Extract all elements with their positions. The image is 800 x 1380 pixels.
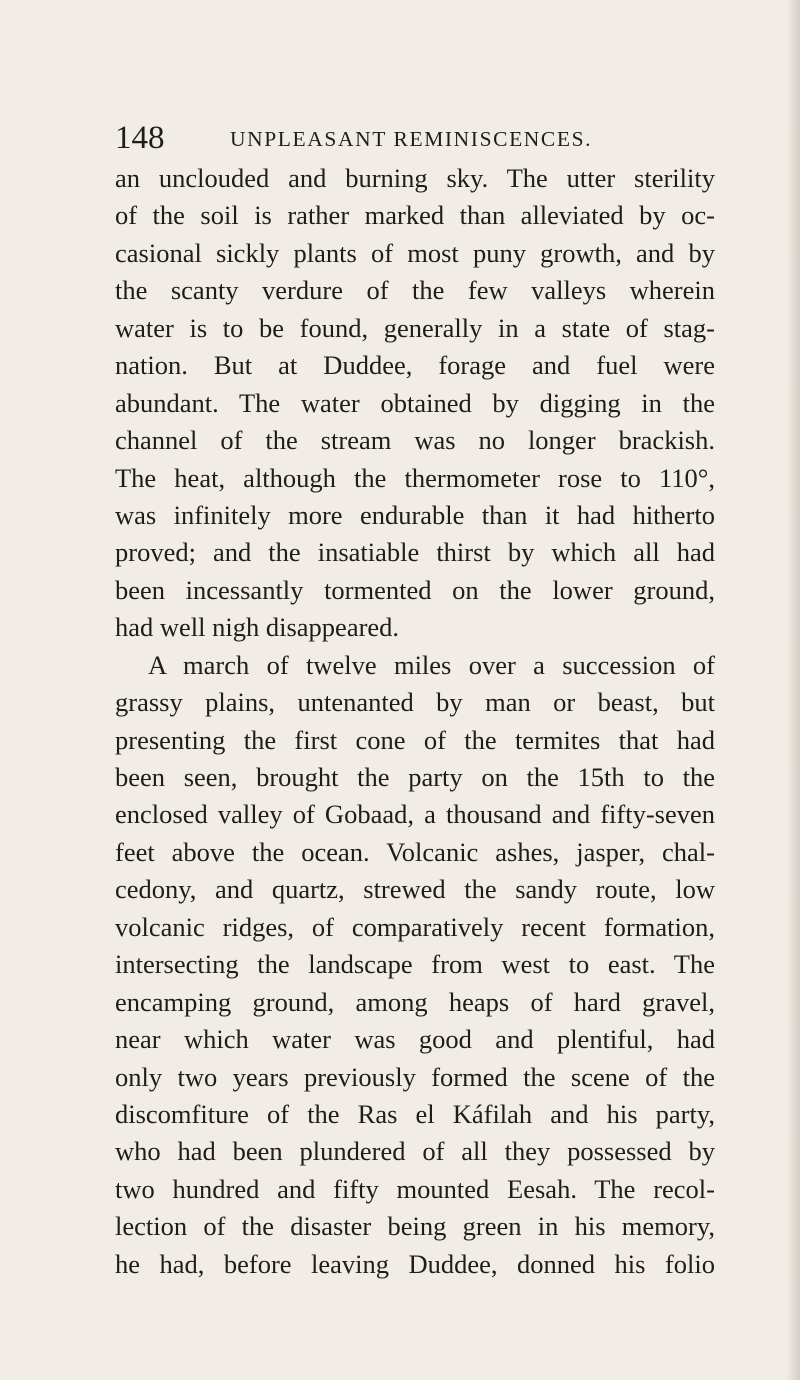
text-line: intersecting the landscape from west to east. The	[115, 949, 715, 980]
text-line: channel of the stream was no longer brackish.	[115, 425, 715, 456]
text-line: only two years previously formed the scene of the	[115, 1061, 715, 1092]
text-line: two hundred and fifty mounted Eesah. The recol-	[115, 1173, 715, 1204]
text-line: nation. But at Duddee, forage and fuel were	[115, 350, 715, 381]
text-line: encamping ground, among heaps of hard gravel,	[115, 986, 715, 1017]
text-line: casional sickly plants of most puny growth, and by	[115, 237, 715, 268]
page-header	[115, 118, 715, 158]
text-line: been seen, brought the party on the 15th to the	[115, 762, 715, 792]
text-line: proved; and the insatiable thirst by which all had	[115, 537, 715, 568]
text-line: near which water was good and plentiful, had	[115, 1024, 715, 1055]
text-line: cedony, and quartz, strewed the sandy route, low	[115, 874, 715, 905]
text-line: The heat, although the thermometer rose to 110°,	[115, 462, 715, 493]
text-line: was infinitely more endurable than it had hitherto	[115, 499, 715, 530]
text-line: abundant. The water obtained by digging in the	[115, 387, 715, 418]
text-line: volcanic ridges, of comparatively recent formation,	[115, 911, 715, 942]
text-line: of the soil is rather marked than alleviated by oc-	[115, 200, 715, 231]
paragraph-last-line: had well nigh disappeared.	[115, 612, 400, 643]
text-line: discomfiture of the Ras el Káfilah and his party,	[115, 1098, 715, 1129]
running-head: UNPLEASANT REMINISCENCES.	[230, 127, 593, 151]
text-line: an unclouded and burning sky. The utter sterility	[115, 163, 715, 193]
page-edge-shadow	[786, 0, 800, 1380]
text-line: water is to be found, generally in a state of stag-	[115, 312, 715, 343]
text-line: the scanty verdure of the few valleys wherein	[115, 275, 715, 306]
text-line: who had been plundered of all they possessed by	[115, 1136, 715, 1167]
body-text	[115, 160, 715, 1283]
text-line: presenting the first cone of the termites that had	[115, 724, 715, 755]
text-line: enclosed valley of Gobaad, a thousand and fifty-seven	[115, 799, 715, 830]
text-line: lection of the disaster being green in his memory,	[115, 1211, 715, 1242]
page-number: 148	[115, 120, 165, 156]
text-line: he had, before leaving Duddee, donned his folio	[115, 1248, 715, 1279]
text-line: feet above the ocean. Volcanic ashes, jasper, chal-	[115, 836, 715, 867]
paragraph-first-line: A march of twelve miles over a succession of	[148, 649, 715, 680]
text-line: grassy plains, untenanted by man or beast, but	[115, 687, 715, 718]
text-line: been incessantly tormented on the lower ground,	[115, 574, 715, 605]
